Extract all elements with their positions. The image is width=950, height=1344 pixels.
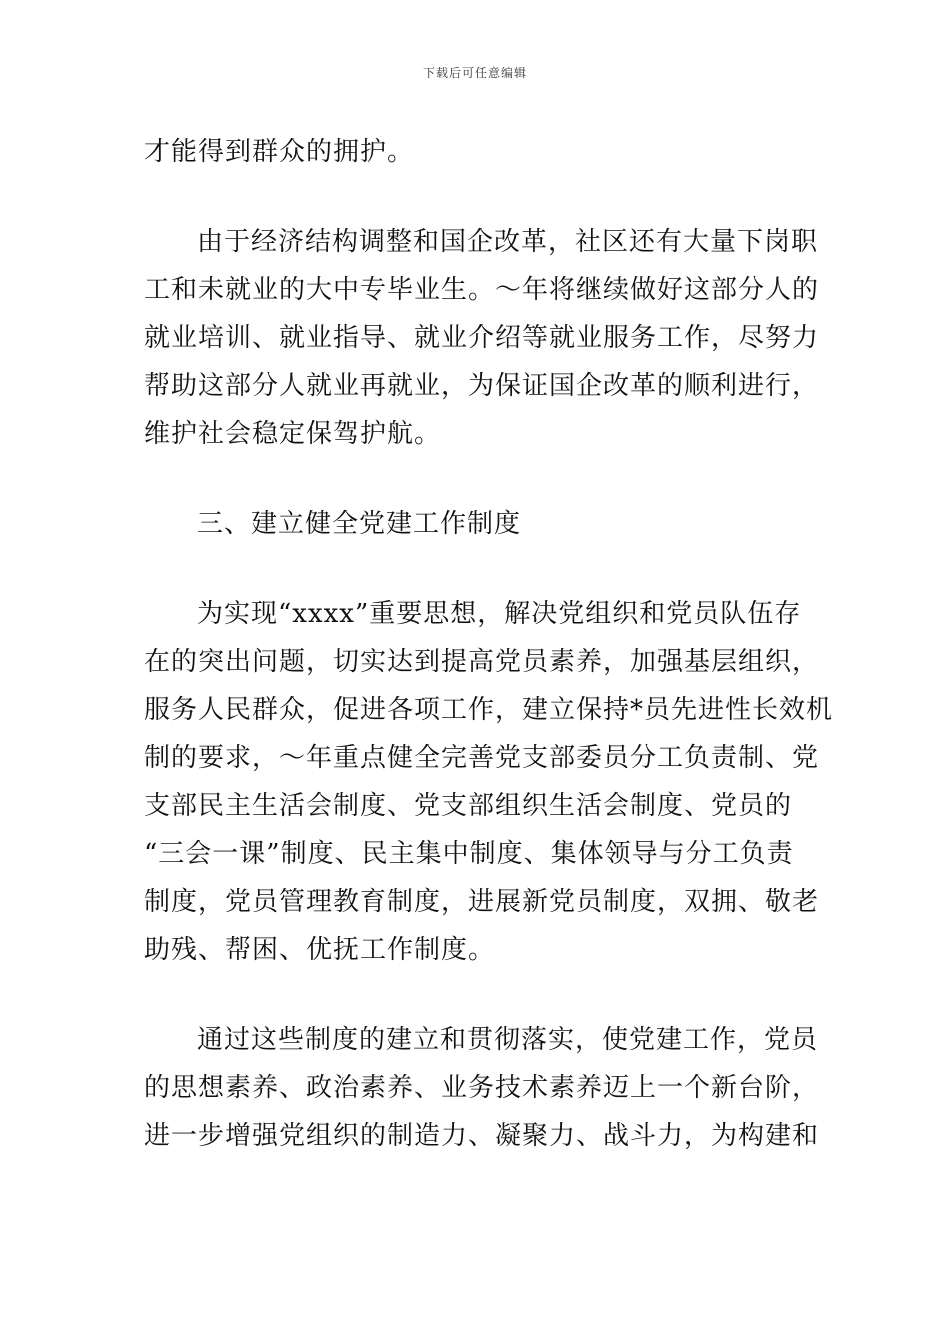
paragraph-line: 就业培训、就业指导、就业介绍等就业服务工作，尽努力 <box>144 323 820 353</box>
paragraph-line: 助残、帮困、优抚工作制度。 <box>144 935 496 965</box>
paragraph <box>144 1016 820 1160</box>
paragraph-line: 制度，党员管理教育制度，进展新党员制度，双拥、敬老 <box>144 887 820 917</box>
paragraph-line: 由于经济结构调整和国企改革，社区还有大量下岗职 <box>197 227 819 257</box>
paragraph-line: 在的突出问题，切实达到提高党员素养，加强基层组织， <box>144 647 820 677</box>
paragraph-line: 为实现“xxxx”重要思想，解决党组织和党员队伍存 <box>197 599 802 629</box>
paragraph-line: 帮助这部分人就业再就业，为保证国企改革的顺利进行， <box>144 371 820 401</box>
paragraph-line: 工和未就业的大中专毕业生。～年将继续做好这部分人的 <box>144 275 820 305</box>
page-header: 下载后可任意编辑 <box>422 66 527 80</box>
paragraph-line: 制的要求，～年重点健全完善党支部委员分工负责制、党 <box>144 743 820 773</box>
paragraph-line: 的思想素养、政治素养、业务技术素养迈上一个新台阶， <box>144 1073 820 1103</box>
paragraph-line: 维护社会稳定保驾护航。 <box>144 419 442 449</box>
document-body <box>144 128 834 1160</box>
paragraph-line: 进一步增强党组织的制造力、凝聚力、战斗力，为构建和 <box>144 1121 820 1151</box>
section-heading-text: 三、建立健全党建工作制度 <box>197 509 522 539</box>
paragraph <box>144 128 808 176</box>
paragraph-line: “三会一课”制度、民主集中制度、集体领导与分工负责 <box>144 839 794 869</box>
section-heading <box>144 500 808 548</box>
paragraph <box>144 218 820 458</box>
paragraph-line: 才能得到群众的拥护。 <box>144 137 415 167</box>
paragraph-line: 支部民主生活会制度、党支部组织生活会制度、党员的 <box>144 791 793 821</box>
paragraph <box>144 590 834 974</box>
paragraph-line: 通过这些制度的建立和贯彻落实，使党建工作，党员 <box>197 1025 819 1055</box>
paragraph-line: 服务人民群众，促进各项工作，建立保持*员先进性长效机 <box>144 695 834 725</box>
